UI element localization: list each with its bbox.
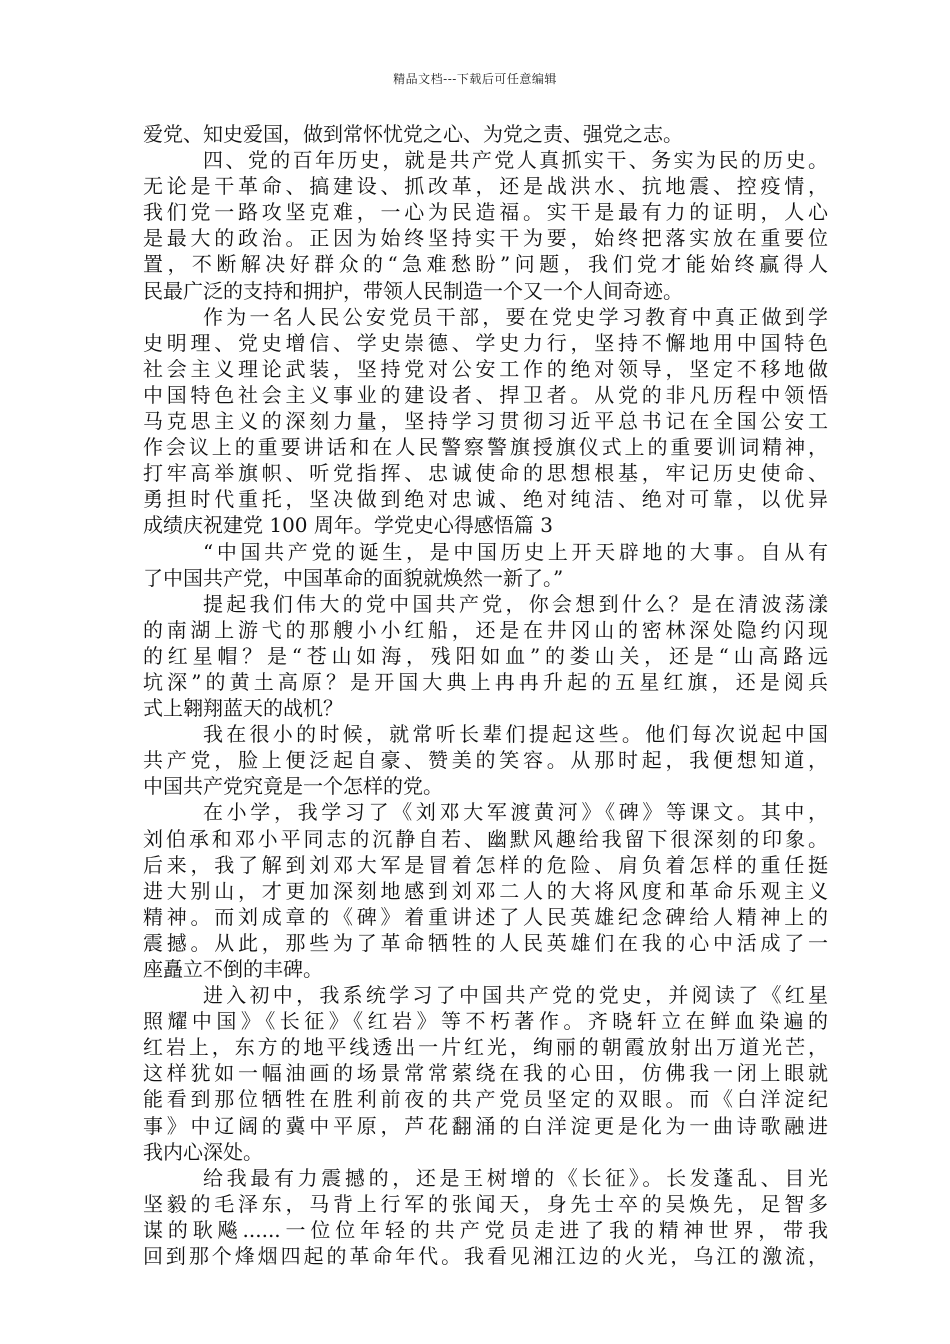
paragraph-first-line: 我在很小的时候，就常听长辈们提起这些。他们每次说起中国 <box>203 722 828 747</box>
text-line: 无论是干革命、搞建设、抓改革，还是战洪水、抗地震、控疫情， <box>143 174 828 199</box>
text-line: 作会议上的重要讲话和在人民警察警旗授旗仪式上的重要训词精神， <box>143 435 828 460</box>
text-line: 置，不断解决好群众的“急难愁盼”问题，我们党才能始终赢得人 <box>143 252 828 277</box>
paragraph-first-line: 四、党的百年历史，就是共产党人真抓实干、务实为民的历史。 <box>203 148 828 173</box>
paragraph-first-line: 作为一名人民公安党员干部，要在党史学习教育中真正做到学 <box>203 304 828 329</box>
text-line: 爱党、知史爱国，做到常怀忧党之心、为党之责、强党之志。 <box>143 122 683 146</box>
text-line: 震撼。从此，那些为了革命牺牲的人民英雄们在我的心中活成了一 <box>143 930 828 955</box>
text-line: 民最广泛的支持和拥护，带领人民制造一个又一个人间奇迹。 <box>143 278 683 303</box>
text-line: 事》中辽阔的冀中平原，芦花翻涌的白洋淀更是化为一曲诗歌融进 <box>143 1113 828 1138</box>
text-line: 打牢高举旗帜、听党指挥、忠诚使命的思想根基，牢记历史使命、 <box>143 461 828 486</box>
text-line: 成绩庆祝建党 100 周年。学党史心得感悟篇 3 <box>143 513 553 538</box>
paragraph-first-line: 提起我们伟大的党中国共产党，你会想到什么？是在清波荡漾 <box>203 591 828 616</box>
paragraph-first-line: “中国共产党的诞生，是中国历史上开天辟地的大事。自从有 <box>203 539 828 564</box>
text-line: 我们党一路攻坚克难，一心为民造福。实干是最有力的证明，人心 <box>143 200 828 225</box>
document-body <box>143 121 828 1269</box>
text-line: 红岩上，东方的地平线透出一片红光，绚丽的朝霞放射出万道光芒， <box>143 1035 828 1060</box>
text-line: 坚毅的毛泽东，马背上行军的张闻天，身先士卒的吴焕先，足智多 <box>143 1191 828 1216</box>
text-line: 中国共产党究竟是一个怎样的党。 <box>143 774 443 799</box>
text-line: 了中国共产党，中国革命的面貌就焕然一新了。” <box>143 565 564 590</box>
text-line: 照耀中国》《长征》《红岩》等不朽著作。齐晓轩立在鲜血染遍的 <box>143 1009 828 1034</box>
text-line: 是最大的政治。正因为始终坚持实干为要，始终把落实放在重要位 <box>143 226 828 251</box>
text-line: 史明理、党史增信、学史崇德、学史力行，坚持不懈地用中国特色 <box>143 330 828 355</box>
text-line: 社会主义理论武装，坚持党对公安工作的绝对领导，坚定不移地做 <box>143 356 828 381</box>
text-line: 中国特色社会主义事业的建设者、捍卫者。从党的非凡历程中领悟 <box>143 382 828 407</box>
paragraph-first-line: 进入初中，我系统学习了中国共产党的党史，并阅读了《红星 <box>203 983 828 1008</box>
text-line: 坑深”的黄土高原？是开国大典上冉冉升起的五星红旗，还是阅兵 <box>143 669 828 694</box>
text-line: 这样犹如一幅油画的场景常常萦绕在我的心田，仿佛我一闭上眼就 <box>143 1061 828 1086</box>
text-line: 勇担时代重托，坚决做到绝对忠诚、绝对纯洁、绝对可靠，以优异 <box>143 487 828 512</box>
text-line: 共产党，脸上便泛起自豪、赞美的笑容。从那时起，我便想知道， <box>143 748 828 773</box>
paragraph-first-line: 给我最有力震撼的，还是王树增的《长征》。长发蓬乱、目光 <box>203 1165 828 1190</box>
text-line: 座矗立不倒的丰碑。 <box>143 957 323 981</box>
text-line: 的红星帽？是“苍山如海，残阳如血”的娄山关，还是“山高路远 <box>143 643 828 668</box>
text-line: 回到那个烽烟四起的革命年代。我看见湘江边的火光，乌江的激流， <box>143 1244 828 1269</box>
text-line: 式上翱翔蓝天的战机？ <box>143 696 343 721</box>
text-line: 的南湖上游弋的那艘小小红船，还是在井冈山的密林深处隐约闪现 <box>143 617 828 642</box>
text-line: 谋的耿飚......一位位年轻的共产党员走进了我的精神世界，带我 <box>143 1217 828 1242</box>
page-header: 精品文档---下载后可任意编辑 <box>393 72 557 86</box>
paragraph-first-line: 在小学，我学习了《刘邓大军渡黄河》《碑》等课文。其中， <box>203 800 828 825</box>
text-line: 马克思主义的深刻力量，坚持学习贯彻习近平总书记在全国公安工 <box>143 409 828 434</box>
text-line: 我内心深处。 <box>143 1139 263 1164</box>
text-line: 能看到那位牺牲在胜利前夜的共产党员坚定的双眼。而《白洋淀纪 <box>143 1087 828 1112</box>
text-line: 后来，我了解到刘邓大军是冒着怎样的危险、肩负着怎样的重任挺 <box>143 852 828 877</box>
text-line: 进大别山，才更加深刻地感到刘邓二人的大将风度和革命乐观主义 <box>143 878 828 903</box>
text-line: 刘伯承和邓小平同志的沉静自若、幽默风趣给我留下很深刻的印象。 <box>143 826 828 851</box>
text-line: 精神。而刘成章的《碑》着重讲述了人民英雄纪念碑给人精神上的 <box>143 904 828 929</box>
